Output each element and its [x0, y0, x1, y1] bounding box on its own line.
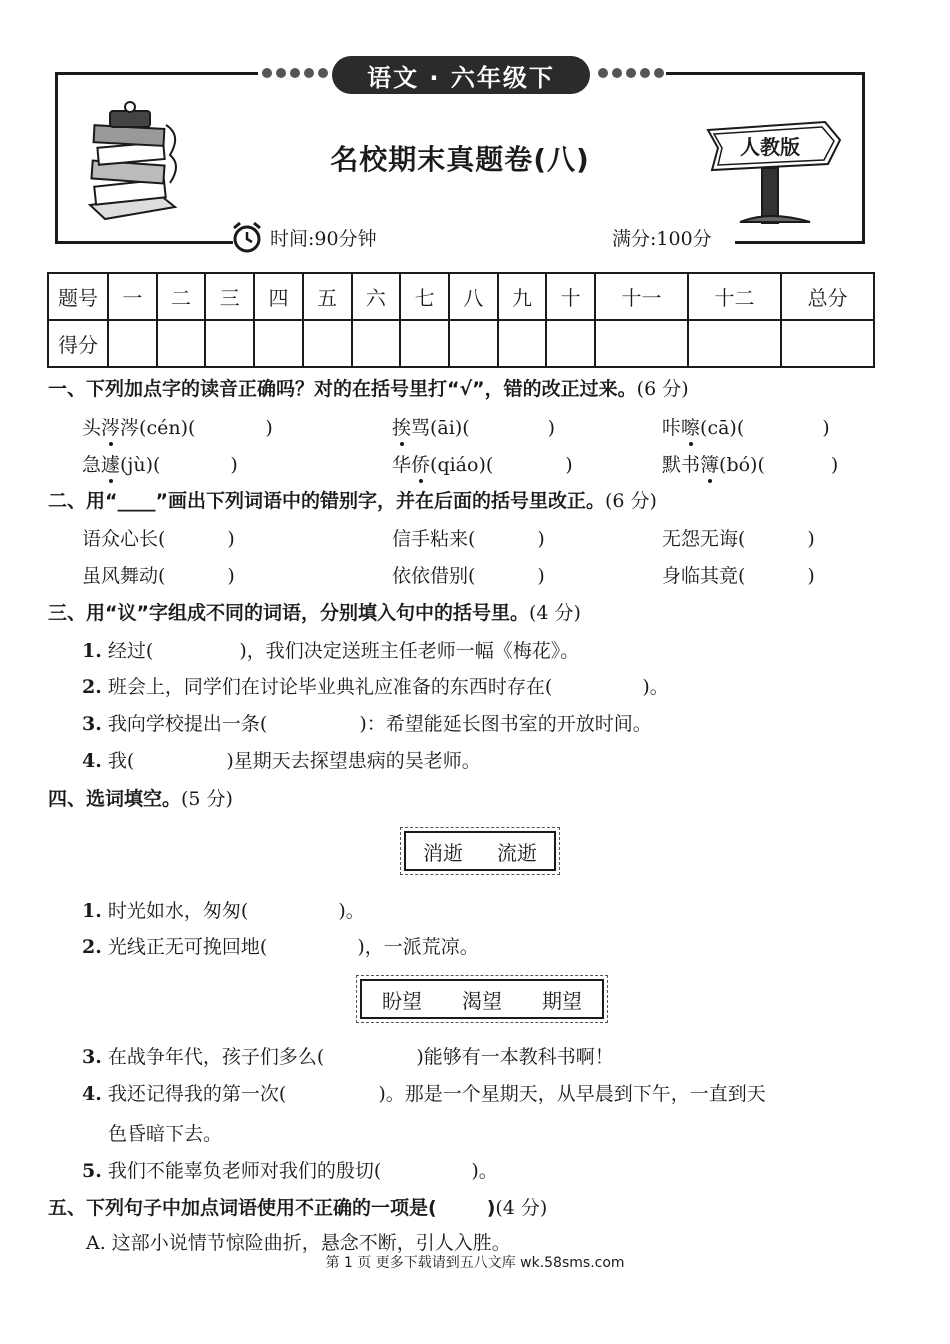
table-cell: 十一: [595, 273, 688, 320]
s2-item-3: [662, 524, 815, 551]
item-text: 无怨无诲(: [662, 528, 746, 550]
section-3-heading: [48, 598, 581, 625]
dotted-char: 挨: [392, 413, 411, 440]
score-input-cell[interactable]: [595, 320, 688, 367]
word-option: 流逝: [497, 840, 537, 865]
item-text: 光线正无可挽回地(: [107, 936, 268, 958]
item-text: 涔(cén)(: [120, 417, 196, 439]
item-text: )。: [471, 1160, 498, 1182]
word-choice-box-2: [360, 979, 604, 1019]
score-input-cell[interactable]: [688, 320, 781, 367]
item-text: 头: [82, 417, 102, 439]
score-input-cell[interactable]: [108, 320, 157, 367]
s5-option-a: A. 这部小说情节惊险曲折，悬念不断，引人入胜。: [86, 1232, 511, 1254]
header-frame-bottom-right: [735, 241, 865, 244]
item-text: 信手粘来(: [392, 528, 476, 550]
item-text: 我向学校提出一条(: [107, 713, 268, 735]
score-input-cell[interactable]: [400, 320, 449, 367]
item-text: 经过(: [107, 640, 154, 662]
score-table: [47, 272, 875, 368]
s4-item-4: [82, 1079, 766, 1106]
section-4-heading: [48, 784, 233, 811]
item-text: ): [537, 565, 545, 587]
s4-item-4-cont: [108, 1119, 222, 1146]
s1-item-2: [392, 413, 555, 440]
item-text: )，一派荒凉。: [357, 936, 479, 958]
word-option: 消逝: [423, 840, 463, 865]
item-number: 3.: [82, 713, 102, 735]
score-input-cell[interactable]: [781, 320, 874, 367]
item-text: )。: [338, 900, 365, 922]
time-limit: 时间:90分钟: [270, 227, 377, 250]
score-input-cell[interactable]: [498, 320, 547, 367]
word-option: 渴望: [462, 988, 502, 1013]
section-title: 四、选词填空。: [48, 788, 182, 810]
section-title: 三、用“议”字组成不同的词语，分别填入句中的括号里。: [48, 602, 529, 624]
table-cell: 三: [205, 273, 254, 320]
s3-item-3: [82, 709, 652, 736]
score-input-cell[interactable]: [352, 320, 401, 367]
s2-item-6: [662, 561, 815, 588]
section-title: ): [486, 1197, 496, 1219]
item-text: (jù)(: [120, 454, 161, 476]
item-text: ): [830, 454, 839, 476]
item-text: ): [265, 417, 273, 439]
item-text: 依依借别(: [392, 565, 476, 587]
item-text: 班会上，同学们在讨论毕业典礼应准备的东西时存在(: [107, 676, 553, 698]
table-cell: 十二: [688, 273, 781, 320]
item-text: 身临其竟(: [662, 565, 746, 587]
item-text: 在战争年代，孩子们多么(: [107, 1046, 325, 1068]
dotted-char: 侨: [411, 450, 430, 477]
item-text: ): [227, 528, 235, 550]
item-text: ): [537, 528, 545, 550]
dotted-char: 遽: [101, 450, 120, 477]
full-score: 满分:100分: [612, 228, 712, 250]
s2-item-2: [392, 524, 545, 551]
time-row: [230, 220, 377, 254]
section-2-heading: [48, 486, 657, 513]
section-points: (6 分): [604, 490, 657, 512]
s3-item-1: [82, 636, 579, 663]
table-cell: 十: [546, 273, 595, 320]
table-cell: 总分: [781, 273, 874, 320]
table-cell: 得分: [48, 320, 108, 367]
item-text: )能够有一本教科书啊！: [416, 1046, 614, 1068]
item-number: 1.: [82, 900, 102, 922]
score-input-cell[interactable]: [449, 320, 498, 367]
decor-dots-left: [262, 68, 328, 78]
score-input-cell[interactable]: [205, 320, 254, 367]
item-number: 3.: [82, 1046, 102, 1068]
s1-item-6: [662, 450, 838, 477]
books-illustration: [70, 95, 190, 225]
s1-item-1: [82, 413, 273, 440]
dotted-char: 簿: [700, 450, 719, 477]
word-choice-box-1: [404, 831, 556, 871]
table-cell: 六: [352, 273, 401, 320]
item-text: 语众心长(: [82, 528, 166, 550]
item-text: )：希望能延长图书室的开放时间。: [359, 713, 652, 735]
header-frame-bottom-left: [55, 241, 233, 244]
item-text: 我还记得我的第一次(: [107, 1083, 287, 1105]
item-number: 2.: [82, 676, 102, 698]
page-title: 名校期末真题卷(八): [330, 143, 590, 176]
item-text: ): [565, 454, 573, 476]
item-text: )，我们决定送班主任老师一幅《梅花》。: [239, 640, 580, 662]
item-text: 色昏暗下去。: [108, 1123, 223, 1145]
item-number: 2.: [82, 936, 102, 958]
item-text: ): [822, 417, 830, 439]
s3-item-2: [82, 672, 669, 699]
item-text: ): [547, 417, 556, 439]
section-points: (5 分): [181, 788, 233, 810]
score-input-cell[interactable]: [157, 320, 206, 367]
table-cell: 五: [303, 273, 352, 320]
section-points: (4 分): [528, 602, 581, 624]
s4-item-5: [82, 1156, 498, 1183]
edition-label: 人教版: [740, 135, 800, 159]
item-text: ): [227, 565, 235, 587]
item-number: 5.: [82, 1160, 102, 1182]
word-option: 盼望: [382, 988, 422, 1013]
edition-signpost: [700, 118, 850, 228]
section-title: 五、下列句子中加点词语使用不正确的一项是(: [48, 1197, 437, 1219]
item-text: 急: [82, 454, 102, 476]
s1-item-3: [662, 413, 830, 440]
decor-dots-right: [598, 68, 664, 78]
item-text: (cā)(: [700, 417, 745, 439]
item-number: 1.: [82, 640, 102, 662]
score-input-cell[interactable]: [546, 320, 595, 367]
subject-badge: 语文 · 六年级下: [332, 56, 590, 94]
section-title: 一、下列加点字的读音正确吗？对的在括号里打“√”，错的改正过来。: [48, 378, 637, 400]
s2-item-1: [82, 524, 235, 551]
item-number: 4.: [82, 1083, 102, 1105]
item-text: ): [807, 528, 815, 550]
table-cell: 七: [400, 273, 449, 320]
item-text: 我们不能辜负老师对我们的殷切(: [107, 1160, 382, 1182]
item-text: 虽风舞动(: [82, 565, 166, 587]
table-cell: 八: [449, 273, 498, 320]
item-text: 时光如水，匆匆(: [107, 900, 249, 922]
section-5-heading: [48, 1193, 547, 1220]
section-1-heading: [48, 374, 689, 401]
dotted-char: 嚓: [681, 413, 700, 440]
item-text: )星期天去探望患病的吴老师。: [226, 750, 481, 772]
item-text: 华: [392, 454, 412, 476]
score-table-score-row: [48, 320, 874, 367]
item-number: 4.: [82, 750, 102, 772]
section-title: 二、用“____”画出下列词语中的错别字，并在后面的括号里改正。: [48, 490, 605, 512]
item-text: )。: [642, 676, 669, 698]
table-cell: 二: [157, 273, 206, 320]
s1-item-4: [82, 450, 238, 477]
item-text: 我(: [107, 750, 135, 772]
score-input-cell[interactable]: [254, 320, 303, 367]
item-text: ): [807, 565, 815, 587]
table-cell: 九: [498, 273, 547, 320]
s4-item-2: [82, 932, 479, 959]
page-footer: 第 1 页 更多下载请到五八文库 wk.58sms.com: [325, 1255, 625, 1271]
table-cell: 题号: [48, 273, 108, 320]
s1-item-5: [392, 450, 573, 477]
score-input-cell[interactable]: [303, 320, 352, 367]
s3-item-4: [82, 746, 481, 773]
word-option: 期望: [542, 988, 582, 1013]
section-points: (4 分): [495, 1197, 548, 1219]
item-text: ): [230, 454, 238, 476]
s2-item-5: [392, 561, 545, 588]
item-text: )。那是一个星期天，从早晨到下午，一直到天: [378, 1083, 766, 1105]
item-text: 骂(āi)(: [411, 417, 470, 439]
section-points: (6 分): [636, 378, 689, 400]
item-text: 咔: [662, 417, 682, 439]
s4-item-1: [82, 896, 365, 923]
item-text: (bó)(: [719, 454, 765, 476]
dotted-char: 涔: [101, 413, 120, 440]
table-cell: 一: [108, 273, 157, 320]
s2-item-4: [82, 561, 235, 588]
s4-item-3: [82, 1042, 614, 1069]
item-text: 默书: [662, 454, 701, 476]
table-cell: 四: [254, 273, 303, 320]
score-table-header-row: [48, 273, 874, 320]
item-text: (qiáo)(: [430, 454, 494, 476]
alarm-clock-icon: [230, 220, 264, 254]
